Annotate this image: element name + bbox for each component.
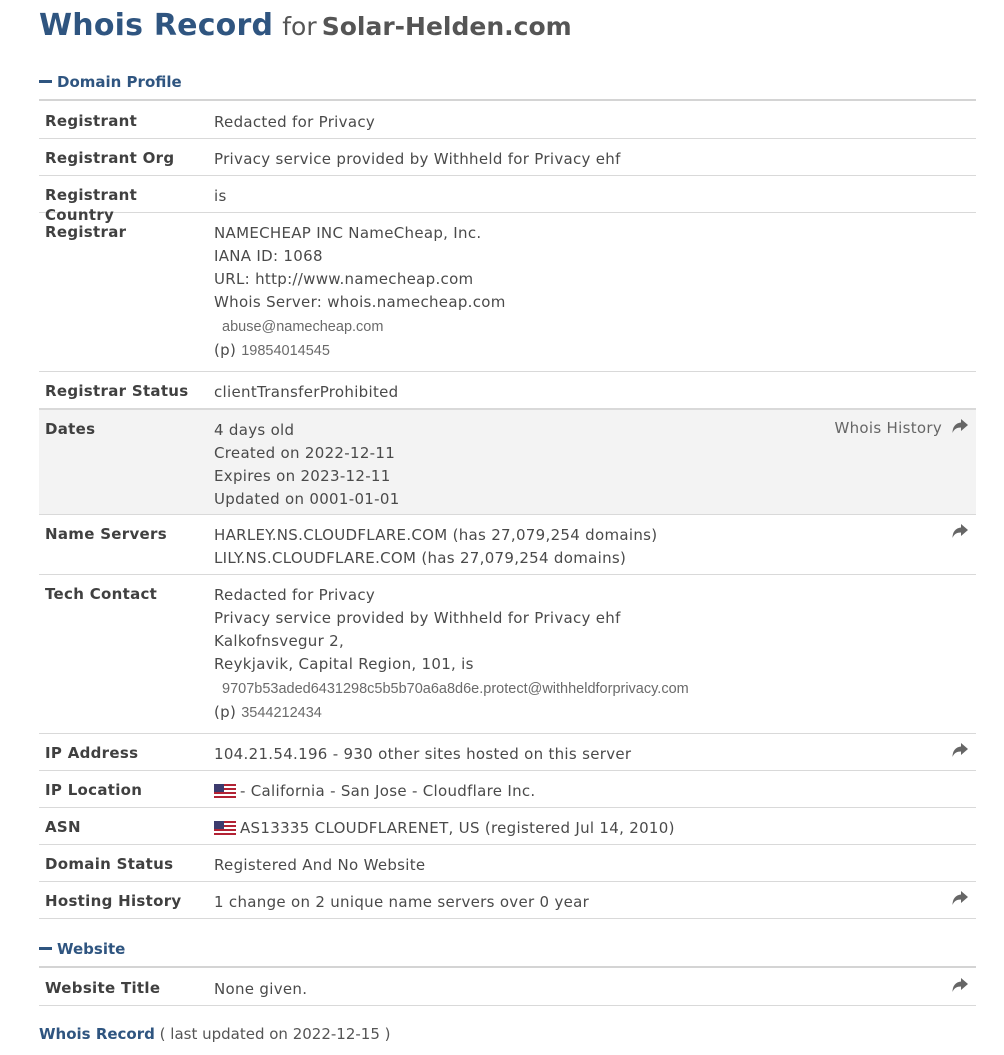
registrar-url[interactable]: URL: http://www.namecheap.com <box>214 270 474 288</box>
name-server-2[interactable]: LILY.NS.CLOUDFLARE.COM (has 27,079,254 domains) <box>214 549 627 567</box>
registrar-whois-server: Whois Server: whois.namecheap.com <box>214 293 506 311</box>
us-flag-icon <box>214 821 236 835</box>
row-label: Name Servers <box>45 525 167 543</box>
registrar-phone: 19854014545 <box>241 343 330 359</box>
dates-updated: Updated on 0001-01-01 <box>214 490 400 508</box>
registrar-email: abuse@namecheap.com <box>222 319 384 335</box>
share-arrow-icon[interactable] <box>951 418 969 434</box>
title-for: for <box>282 12 317 41</box>
minus-icon <box>39 80 52 83</box>
row-label: Registrant Country <box>45 186 138 224</box>
minus-icon <box>39 947 52 950</box>
website-title-value: None given. <box>214 980 308 998</box>
row-website-title <box>39 969 976 1006</box>
share-arrow-icon[interactable] <box>951 523 969 539</box>
dates-expires: Expires on 2023-12-11 <box>214 467 391 485</box>
row-label: IP Address <box>45 744 139 762</box>
registrar-iana: IANA ID: 1068 <box>214 247 323 265</box>
ip-address-value[interactable]: 104.21.54.196 - 930 other sites hosted on this server <box>214 745 632 763</box>
row-label: Registrar Status <box>45 382 189 400</box>
row-ip-address <box>39 734 976 771</box>
registrant-country-value: is <box>214 187 227 205</box>
row-registrant-org <box>39 139 976 176</box>
row-label: IP Location <box>45 781 143 799</box>
phone-prefix: (p) <box>214 341 237 359</box>
row-label: ASN <box>45 818 81 836</box>
row-label: Tech Contact <box>45 585 158 603</box>
row-name-servers <box>39 515 976 575</box>
page-title <box>39 8 572 43</box>
whois-history-link[interactable]: Whois History <box>834 419 942 437</box>
phone-prefix: (p) <box>214 703 237 721</box>
hosting-history-value[interactable]: 1 change on 2 unique name servers over 0 year <box>214 893 590 911</box>
ip-location-value: - California - San Jose - Cloudflare Inc. <box>240 782 536 800</box>
row-label: Registrant <box>45 112 138 130</box>
registrar-status-value: clientTransferProhibited <box>214 383 399 401</box>
asn-value: AS13335 CLOUDFLARENET, US (registered Jul 14, 2010) <box>240 819 675 837</box>
section-domain-profile[interactable] <box>39 73 976 101</box>
dates-age: 4 days old <box>214 421 295 439</box>
row-label: Domain Status <box>45 855 174 873</box>
footer-title: Whois Record <box>39 1025 155 1043</box>
row-label: Registrar <box>45 223 127 241</box>
row-domain-status <box>39 845 976 882</box>
us-flag-icon <box>214 784 236 798</box>
website-table <box>39 969 976 1006</box>
tech-street: Kalkofnsvegur 2, <box>214 632 345 650</box>
section-domain-profile-label: Domain Profile <box>57 73 182 91</box>
section-website[interactable] <box>39 940 976 968</box>
row-registrant-country <box>39 176 976 224</box>
row-label: Website Title <box>45 979 161 997</box>
row-registrar-status <box>39 372 976 409</box>
section-website-label: Website <box>57 940 126 958</box>
footer-updated: ( last updated on 2022-12-15 ) <box>159 1025 391 1043</box>
tech-email: 9707b53aded6431298c5b5b70a6a8d6e.protect@withheldforprivacy.com <box>222 681 689 697</box>
tech-city: Reykjavik, Capital Region, 101, is <box>214 655 474 673</box>
name-server-1[interactable]: HARLEY.NS.CLOUDFLARE.COM (has 27,079,254 domains) <box>214 526 658 544</box>
row-ip-location <box>39 771 976 808</box>
dates-created: Created on 2022-12-11 <box>214 444 396 462</box>
row-tech-contact <box>39 575 976 734</box>
row-asn <box>39 808 976 845</box>
domain-profile-table <box>39 102 976 919</box>
registrar-name: NAMECHEAP INC NameCheap, Inc. <box>214 224 482 242</box>
row-label: Hosting History <box>45 892 182 910</box>
row-registrant <box>39 102 976 139</box>
footer <box>39 1025 391 1043</box>
tech-name: Redacted for Privacy <box>214 586 376 604</box>
registrant-value: Redacted for Privacy <box>214 113 376 131</box>
title-main: Whois Record <box>39 8 274 43</box>
title-domain: Solar-Helden.com <box>321 12 572 41</box>
domain-status-value: Registered And No Website <box>214 856 426 874</box>
row-dates <box>39 409 976 515</box>
share-arrow-icon[interactable] <box>951 742 969 758</box>
row-label: Dates <box>45 420 96 438</box>
row-hosting-history <box>39 882 976 919</box>
tech-org: Privacy service provided by Withheld for Privacy ehf <box>214 609 621 627</box>
row-label: Registrant Org <box>45 149 175 167</box>
row-registrar <box>39 213 976 372</box>
share-arrow-icon[interactable] <box>951 890 969 906</box>
share-arrow-icon[interactable] <box>951 977 969 993</box>
tech-phone: 3544212434 <box>241 705 322 721</box>
registrant-org-value: Privacy service provided by Withheld for Privacy ehf <box>214 150 621 168</box>
